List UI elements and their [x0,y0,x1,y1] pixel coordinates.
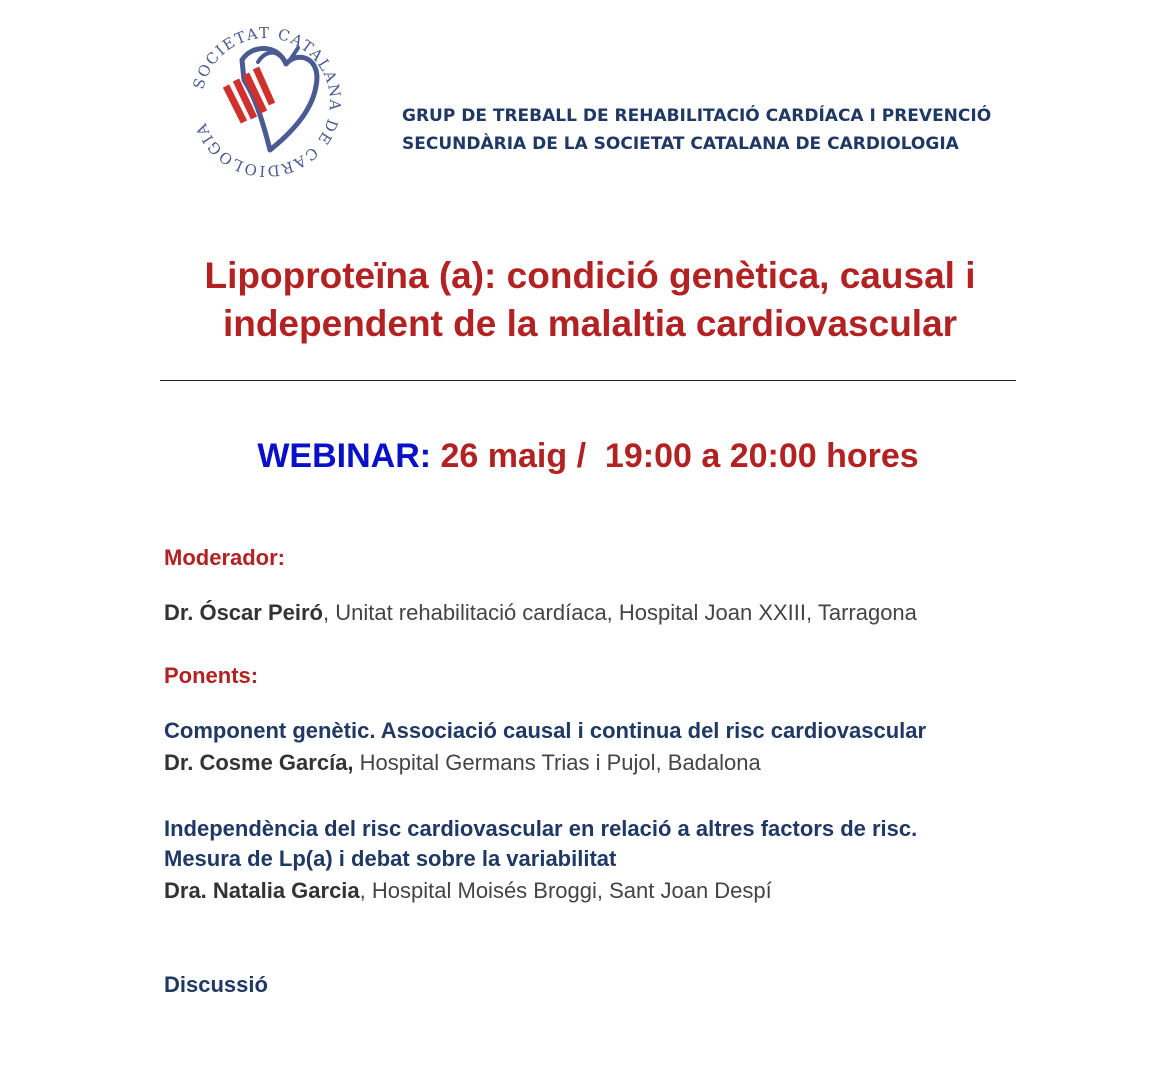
talk-2-title-line-1: Independència del risc cardiovascular en relació a altres factors de risc. [164,816,918,841]
talk-2-speaker-affiliation: , Hospital Moisés Broggi, Sant Joan Despí [359,878,772,903]
talk-1-speaker-name: Dr. Cosme García, [164,750,354,775]
discussion-heading: Discussió [164,972,268,997]
org-header-line-2: SECUNDÀRIA DE LA SOCIETAT CATALANA DE CARDIOLOGIA [402,134,959,154]
moderator-line [164,598,917,628]
organization-header [402,102,991,158]
event-title-line-2: independent de la malaltia cardiovascular [222,303,958,344]
talk-1-title: Component genètic. Associació causal i continua del risc cardiovascular [164,718,927,743]
org-header-line-1: GRUP DE TREBALL DE REHABILITACIÓ CARDÍACA I PREVENCIÓ [402,106,992,126]
talk-2-speaker [164,876,772,906]
talk-1-speaker-affiliation: Hospital Germans Trias i Pujol, Badalona [353,750,761,775]
event-title [120,252,1060,348]
talk-2-speaker-name: Dra. Natalia Garcia [164,878,360,903]
webinar-label: WEBINAR: [257,437,432,475]
talk-1-speaker [164,748,761,778]
moderator-affiliation: , Unitat rehabilitació cardíaca, Hospital Joan XXIII, Tarragona [322,600,917,625]
webinar-schedule [0,434,1176,478]
logo-ring-text: SOCIETAT CATALANA DE CARDIOLOGIA [189,23,345,181]
talk-2-title-line-2: Mesura de Lp(a) i debat sobre la variabilitat [164,846,617,871]
webinar-date-time: 26 maig / 19:00 a 20:00 hores [431,437,919,475]
society-logo [186,22,346,182]
speakers-heading: Ponents: [164,663,259,688]
title-divider [160,380,1016,381]
moderator-heading: Moderador: [164,545,285,570]
moderator-name: Dr. Óscar Peiró [164,600,323,625]
event-title-line-1: Lipoproteïna (a): condició genètica, causal i [204,255,976,296]
